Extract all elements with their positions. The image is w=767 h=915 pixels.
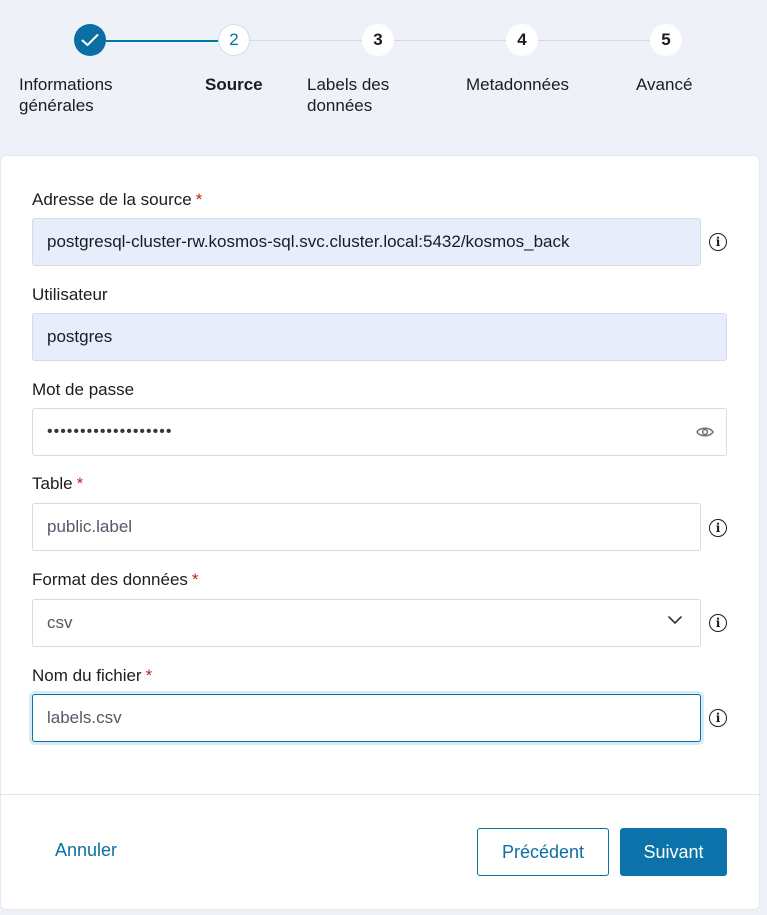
table-input[interactable]: public.label <box>32 503 701 551</box>
password-label: Mot de passe <box>32 380 135 399</box>
step-5-circle[interactable]: 5 <box>650 24 682 56</box>
step-3-circle[interactable]: 3 <box>362 24 394 56</box>
eye-icon[interactable] <box>696 424 714 440</box>
required-mark: * <box>76 474 84 493</box>
required-mark: * <box>191 570 199 589</box>
step-2-label[interactable]: Source <box>205 75 263 94</box>
data-format-select[interactable]: csv <box>32 599 701 647</box>
cancel-button[interactable]: Annuler <box>55 840 118 860</box>
footer-divider <box>1 794 759 795</box>
password-input[interactable]: ••••••••••••••••••• <box>32 408 727 456</box>
info-icon[interactable]: i <box>709 614 727 632</box>
data-format-label: Format des données * <box>32 570 199 589</box>
file-name-label: Nom du fichier * <box>32 666 153 685</box>
required-mark: * <box>145 666 153 685</box>
table-label: Table * <box>32 474 84 493</box>
info-icon[interactable]: i <box>709 709 727 727</box>
step-3-label[interactable]: Labels des données <box>307 75 390 115</box>
source-address-label: Adresse de la source * <box>32 190 203 209</box>
previous-button[interactable]: Précédent <box>477 828 609 876</box>
source-form-card <box>0 155 760 910</box>
step-2-circle[interactable]: 2 <box>218 24 250 56</box>
step-5-label[interactable]: Avancé <box>636 75 693 94</box>
user-label: Utilisateur <box>32 285 108 304</box>
step-connector-3 <box>394 40 506 41</box>
step-1-circle[interactable] <box>74 24 106 56</box>
user-input[interactable]: postgres <box>32 313 727 361</box>
step-4-label[interactable]: Metadonnées <box>466 75 570 94</box>
info-icon[interactable]: i <box>709 233 727 251</box>
step-1-label[interactable]: Informations générales <box>19 75 113 115</box>
stepper <box>0 0 767 150</box>
checkmark-icon <box>81 33 99 47</box>
step-connector-4 <box>538 40 650 41</box>
source-address-input[interactable]: postgresql-cluster-rw.kosmos-sql.svc.cluster.local:5432/kosmos_back <box>32 218 701 266</box>
step-connector-1 <box>106 40 218 42</box>
required-mark: * <box>195 190 203 209</box>
next-button[interactable]: Suivant <box>620 828 727 876</box>
step-4-circle[interactable]: 4 <box>506 24 538 56</box>
step-connector-2 <box>250 40 362 41</box>
file-name-input[interactable]: labels.csv <box>32 694 701 742</box>
info-icon[interactable]: i <box>709 519 727 537</box>
chevron-down-icon[interactable] <box>668 616 682 625</box>
